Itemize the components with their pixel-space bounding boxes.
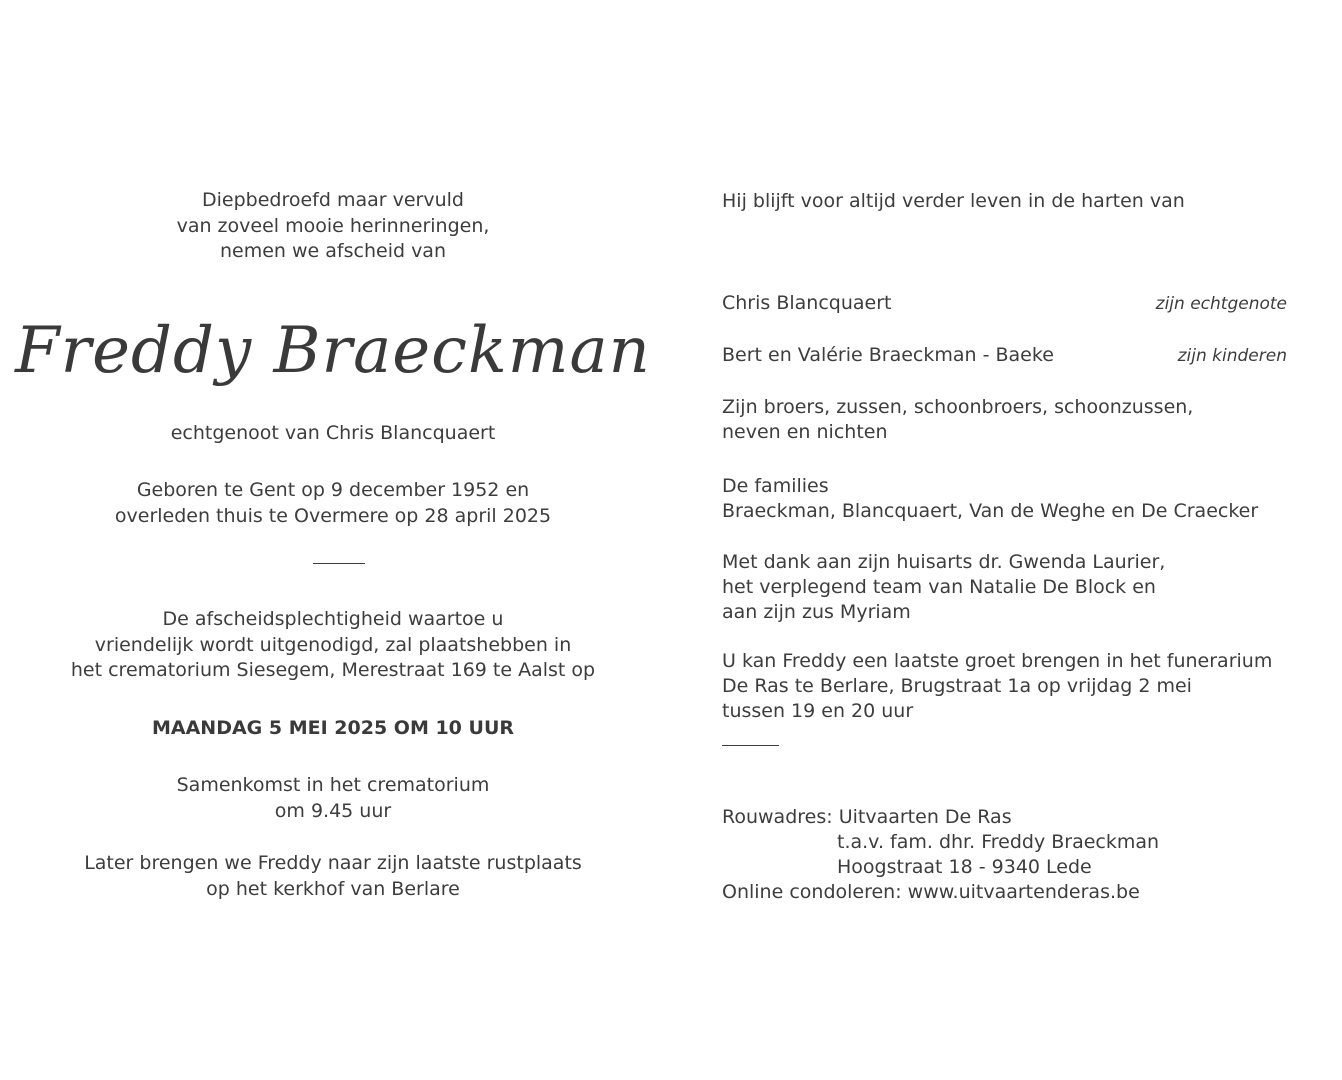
ceremony-line: het crematorium Siesegem, Merestraat 169 te Aalst op [70, 659, 596, 681]
online-condolence-link[interactable]: Online condoleren: www.uitvaartenderas.be [722, 881, 1140, 903]
siblings-line: Zijn broers, zussen, schoonbroers, schoonzussen, [722, 396, 1194, 418]
visit-line: U kan Freddy een laatste groet brengen in het funerarium [722, 650, 1273, 672]
thanks-text [722, 550, 1302, 625]
spouse-text: echtgenoot van Chris Blancquaert [170, 422, 496, 444]
name-script [15, 300, 651, 410]
relative-row [722, 291, 1287, 316]
thanks-line: Met dank aan zijn huisarts dr. Gwenda Laurier, [722, 551, 1166, 573]
relative-name: Chris Blancquaert [722, 292, 892, 314]
left-divider [313, 563, 365, 564]
address-block [722, 805, 1302, 905]
relative-row [722, 343, 1287, 368]
intro-line: Diepbedroefd maar vervuld [202, 189, 464, 211]
intro-text [60, 188, 606, 265]
visit-line: tussen 19 en 20 uur [722, 700, 914, 722]
gathering-text [60, 773, 606, 824]
deceased-name [15, 300, 651, 410]
intro-line: van zoveel mooie herinneringen, [176, 214, 490, 237]
spouse-line [60, 421, 606, 447]
heading-text: Hij blijft voor altijd verder leven in de harten van [722, 190, 1185, 212]
siblings-text [722, 395, 1302, 445]
families-line: Braeckman, Blancquaert, Van de Weghe en De Craecker [722, 500, 1259, 522]
ceremony-line: De afscheidsplechtigheid waartoe u [162, 608, 504, 630]
birth-death-text [60, 478, 606, 529]
relative-name: Bert en Valérie Braeckman - Baeke [722, 344, 1054, 366]
ceremony-line: vriendelijk wordt uitgenodigd, zal plaatshebben in [94, 633, 572, 656]
relative-role: zijn kinderen [1177, 346, 1287, 366]
burial-line: Later brengen we Freddy naar zijn laatste rustplaats [84, 852, 582, 874]
date-time-text: MAANDAG 5 MEI 2025 OM 10 UUR [151, 717, 515, 739]
burial-text [60, 851, 606, 902]
relative-role: zijn echtgenote [1155, 294, 1287, 314]
birth-line: Geboren te Gent op 9 december 1952 en [136, 479, 530, 501]
address-line: t.a.v. fam. dhr. Freddy Braeckman [837, 831, 1160, 853]
address-line: Hoogstraat 18 - 9340 Lede [837, 856, 1092, 878]
ceremony-text [60, 607, 606, 684]
address-line: Uitvaarten De Ras [838, 806, 1012, 828]
remembrance-heading [722, 189, 1302, 214]
siblings-line: neven en nichten [722, 421, 888, 443]
families-line: De families [722, 475, 829, 497]
thanks-line: het verplegend team van Natalie De Block en [722, 576, 1156, 598]
burial-line: op het kerkhof van Berlare [206, 877, 460, 900]
death-line: overleden thuis te Overmere op 28 april 2025 [114, 504, 552, 527]
right-divider [722, 745, 779, 746]
intro-line: nemen we afscheid van [220, 240, 446, 262]
name-script-text: Freddy Braeckman [15, 314, 651, 388]
thanks-line: aan zijn zus Myriam [722, 601, 911, 623]
families-text [722, 474, 1302, 524]
gathering-line: Samenkomst in het crematorium [176, 774, 490, 796]
ceremony-date [60, 716, 606, 742]
address-label: Rouwadres: [722, 806, 833, 828]
visit-text [722, 649, 1302, 724]
gathering-line: om 9.45 uur [274, 799, 392, 822]
visit-line: De Ras te Berlare, Brugstraat 1a op vrijdag 2 mei [722, 675, 1192, 697]
